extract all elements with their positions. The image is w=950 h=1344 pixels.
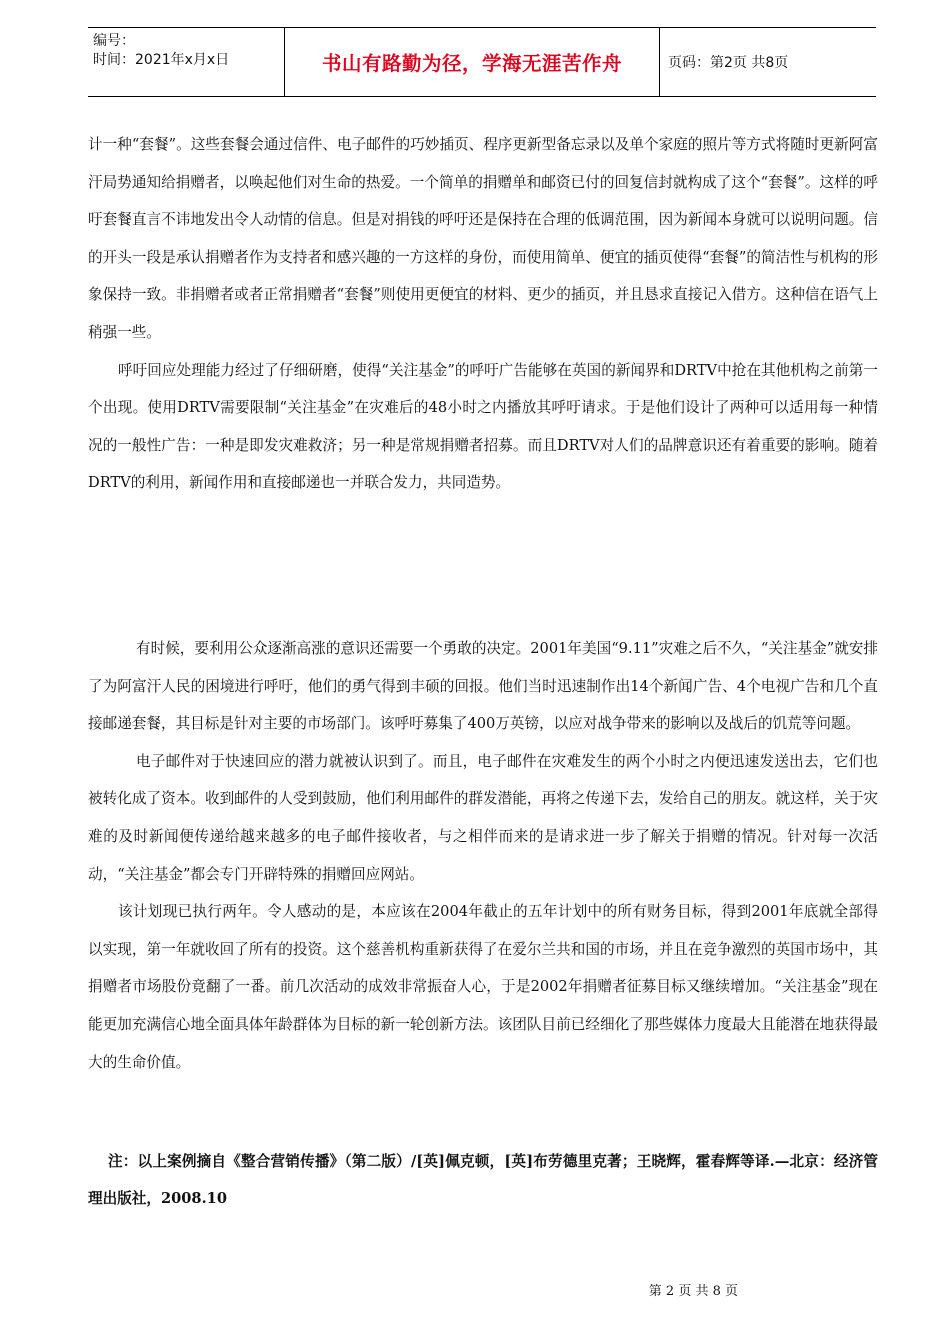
header-page-info: 页码：第2页 共8页 <box>668 55 789 71</box>
paragraph-4: 电子邮件对于快速回应的潜力就被认识到了。而且，电子邮件在灾难发生的两个小时之内便迅速发送出去，它们也被转化成了资本。收到邮件的人受到鼓励，他们利用邮件的群发潜能，再将之传递下去，发给自己的朋友。就这样，关于灾难的及时新闻便传递给越来越多的电子邮件接收者，与之相伴而来的是请求进一步了解关于捐赠的情况。针对每一次活动，“关注基金”都会专门开辟特殊的捐赠回应网站。 <box>88 752 878 883</box>
header-motto: 书山有路勤为径，学海无涯苦作舟 <box>285 28 660 96</box>
body-block-1 <box>88 126 878 502</box>
page-header <box>88 27 876 97</box>
document-number-label: 编号： <box>93 33 135 49</box>
body-block-2 <box>88 630 878 1081</box>
source-note: 注：以上案例摘自《整合营销传播》（第二版）/[英]佩克顿，[英]布劳德里克著；王晓辉，霍春辉等译.—北京：经济管理出版社，2008.10 <box>88 1153 878 1207</box>
header-meta <box>88 28 285 96</box>
paragraph-2: 呼吁回应处理能力经过了仔细研磨，使得“关注基金”的呼吁广告能够在英国的新闻界和DRTV中抢在其他机构之前第一个出现。使用DRTV需要限制“关注基金”在灾难后的48小时之内播放其呼吁请求。于是他们设计了两种可以适用每一种情况的一般性广告：一种是即发灾难救济；另一种是常规捐赠者招募。而且DRTV对人们的品牌意识还有着重要的影响。随着DRTV的利用，新闻作用和直接邮递也一并联合发力，共同造势。 <box>88 361 878 492</box>
paragraph-5: 该计划现已执行两年。令人感动的是，本应该在2004年截止的五年计划中的所有财务目标，得到2001年底就全部得以实现，第一年就收回了所有的投资。这个慈善机构重新获得了在爱尔兰共和国的市场，并且在竞争激烈的英国市场中，其捐赠者市场股份竟翻了一番。前几次活动的成效非常振奋人心，于是2002年捐赠者征募目标又继续增加。“关注基金”现在能更加充满信心地全面具体年龄群体为目标的新一轮创新方法。该团队目前已经细化了那些媒体力度最大且能潜在地获得最大的生命价值。 <box>88 903 878 1071</box>
page-footer: 第 2 页 共 8 页 <box>648 1284 738 1299</box>
document-time-label: 时间：2021年x月x日 <box>93 52 230 68</box>
paragraph-3: 有时候，要利用公众逐渐高涨的意识还需要一个勇敢的决定。2001年美国“9.11”灾难之后不久，“关注基金”就安排了为阿富汗人民的困境进行呼吁，他们的勇气得到丰硕的回报。他们当时迅速制作出14个新闻广告、4个电视广告和几个直接邮递套餐，其目标是针对主要的市场部门。该呼吁募集了400万英镑，以应对战争带来的影响以及战后的饥荒等问题。 <box>88 640 878 733</box>
paragraph-1: 计一种“套餐”。这些套餐会通过信件、电子邮件的巧妙插页、程序更新型备忘录以及单个家庭的照片等方式将随时更新阿富汗局势通知给捐赠者，以唤起他们对生命的热爱。一个简单的捐赠单和邮资已付的回复信封就构成了这个“套餐”。这样的呼吁套餐直言不讳地发出令人动情的信息。但是对捐钱的呼吁还是保持在合理的低调范围，因为新闻本身就可以说明问题。信的开头一段是承认捐赠者作为支持者和感兴趣的一方这样的身份，而使用简单、便宜的插页使得“套餐”的简洁性与机构的形象保持一致。非捐赠者或者正常捐赠者“套餐”则使用更便宜的材料、更少的插页，并且恳求直接记入借方。这种信在语气上稍强一些。 <box>88 136 878 341</box>
